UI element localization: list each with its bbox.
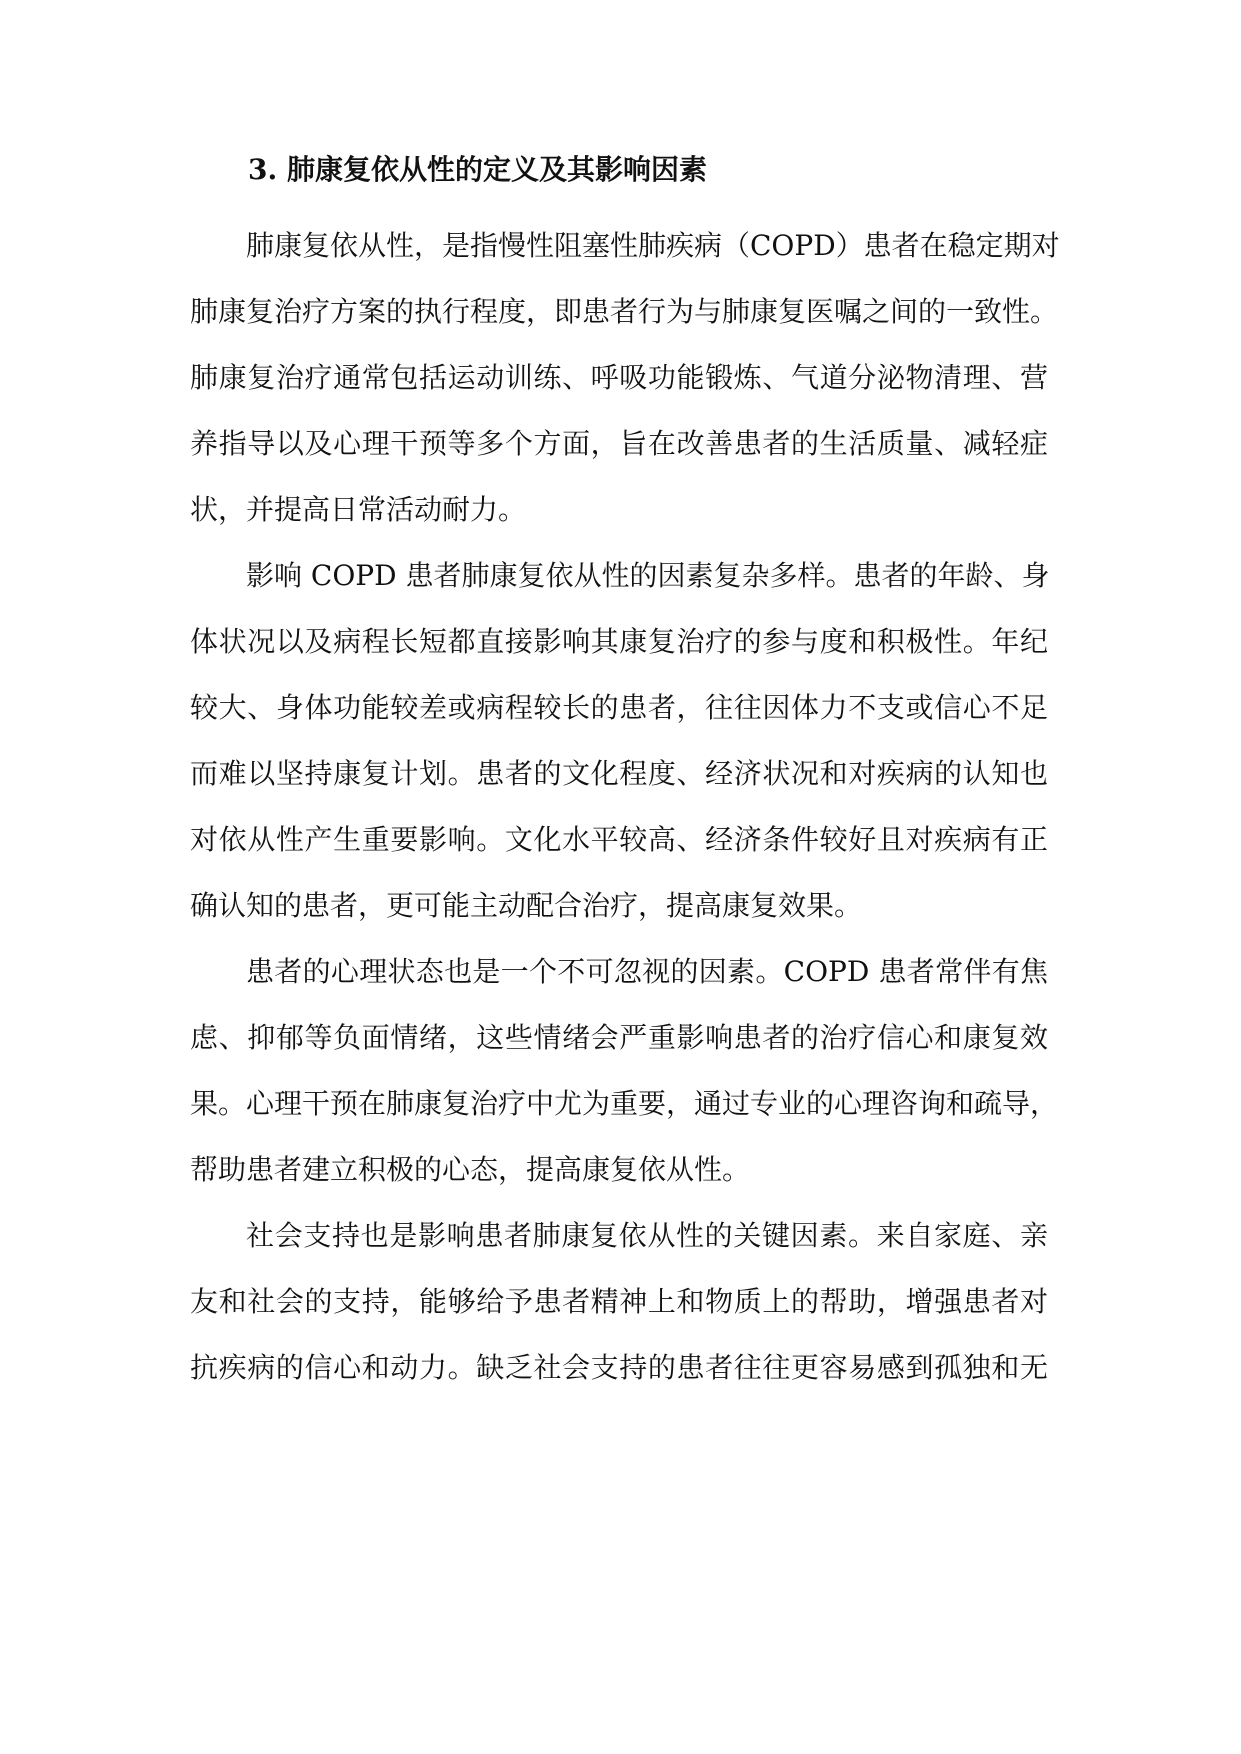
paragraph-3-line-1: 患者的心理状态也是一个不可忽视的因素。COPD 患者常伴有焦 <box>246 955 1048 988</box>
paragraph-1-line-5: 状，并提高日常活动耐力。 <box>190 493 527 526</box>
paragraph-1-line-3: 肺康复治疗通常包括运动训练、呼吸功能锻炼、气道分泌物清理、营 <box>190 361 1048 394</box>
paragraph-1-line-4: 养指导以及心理干预等多个方面，旨在改善患者的生活质量、减轻症 <box>190 427 1048 460</box>
paragraph-2-line-1: 影响 COPD 患者肺康复依从性的因素复杂多样。患者的年龄、身 <box>246 559 1050 592</box>
paragraph-4-line-3: 抗疾病的信心和动力。缺乏社会支持的患者往往更容易感到孤独和无 <box>190 1351 1048 1384</box>
paragraph-4-line-2: 友和社会的支持，能够给予患者精神上和物质上的帮助，增强患者对 <box>190 1285 1048 1318</box>
paragraph-3-line-4: 帮助患者建立积极的心态，提高康复依从性。 <box>190 1153 751 1186</box>
paragraph-2-line-2: 体状况以及病程长短都直接影响其康复治疗的参与度和积极性。年纪 <box>190 625 1048 658</box>
paragraph-2-line-5: 对依从性产生重要影响。文化水平较高、经济条件较好且对疾病有正 <box>190 823 1048 856</box>
paragraph-2-line-4: 而难以坚持康复计划。患者的文化程度、经济状况和对疾病的认知也 <box>190 757 1048 790</box>
section-heading: 3. 肺康复依从性的定义及其影响因素 <box>248 153 707 186</box>
paragraph-3-line-2: 虑、抑郁等负面情绪，这些情绪会严重影响患者的治疗信心和康复效 <box>190 1021 1048 1054</box>
paragraph-4-line-1: 社会支持也是影响患者肺康复依从性的关键因素。来自家庭、亲 <box>246 1219 1048 1252</box>
paragraph-1-line-2: 肺康复治疗方案的执行程度，即患者行为与肺康复医嘱之间的一致性。 <box>190 295 1059 328</box>
paragraph-3-line-3: 果。心理干预在肺康复治疗中尤为重要，通过专业的心理咨询和疏导， <box>190 1087 1059 1120</box>
paragraph-2-line-3: 较大、身体功能较差或病程较长的患者，往往因体力不支或信心不足 <box>190 691 1048 724</box>
paragraph-1-line-1: 肺康复依从性，是指慢性阻塞性肺疾病（COPD）患者在稳定期对 <box>246 229 1060 262</box>
paragraph-2-line-6: 确认知的患者，更可能主动配合治疗，提高康复效果。 <box>190 889 863 922</box>
